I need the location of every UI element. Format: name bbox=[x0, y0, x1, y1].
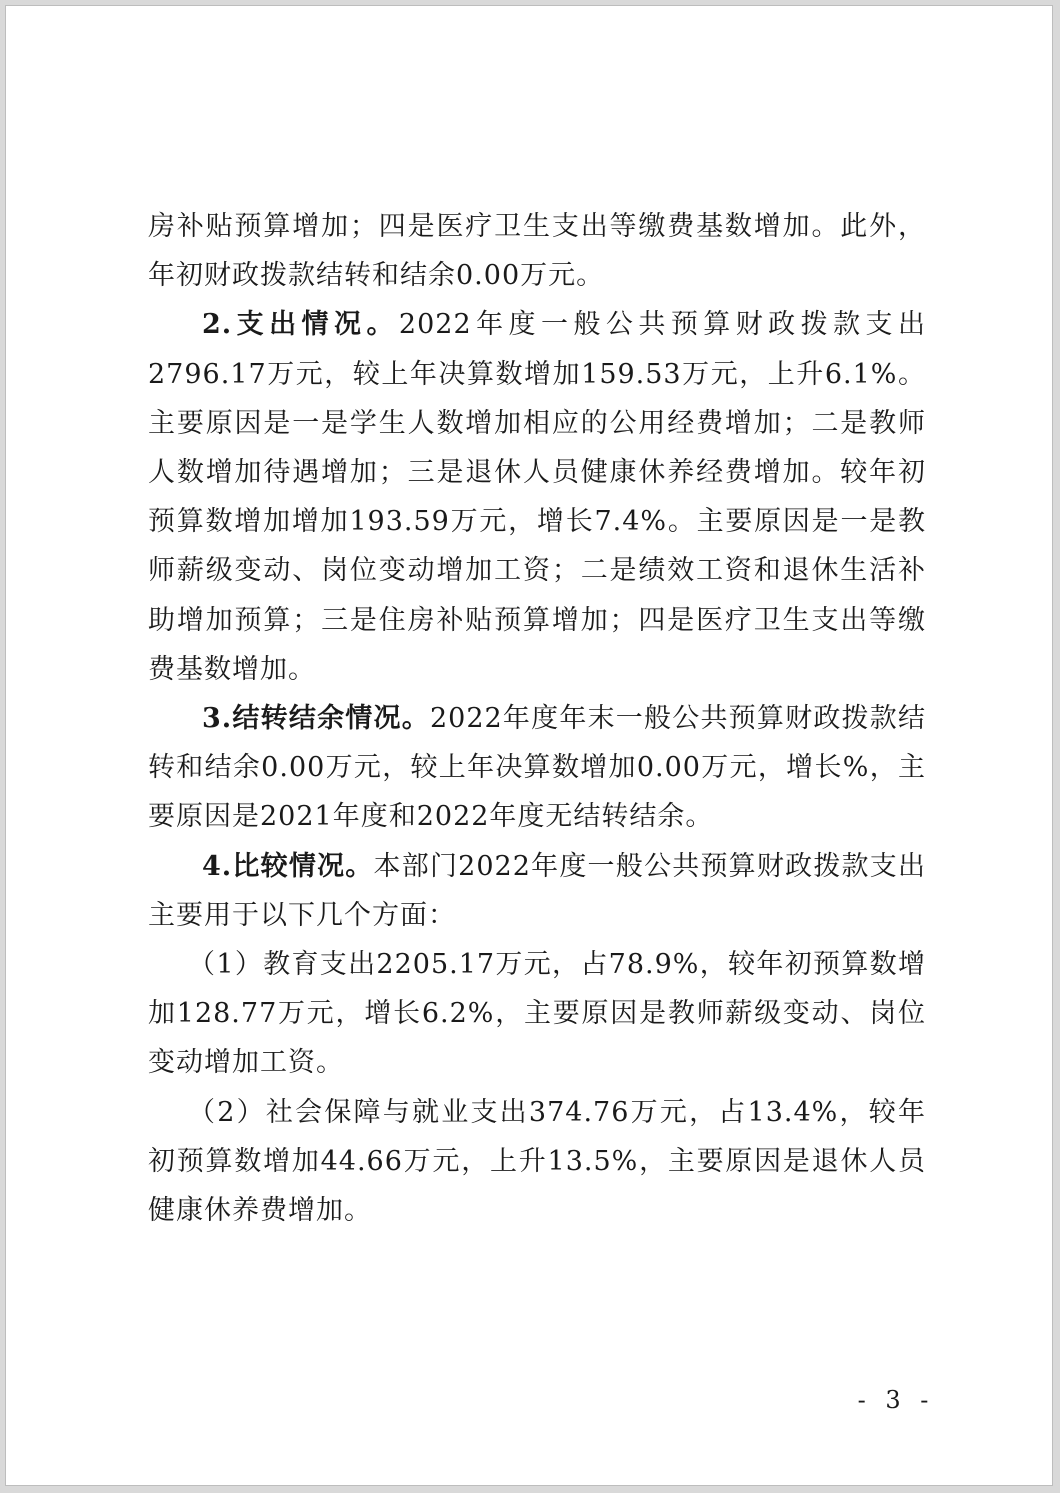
paragraph-expenditure bbox=[148, 300, 926, 694]
paragraph-carryover bbox=[148, 694, 926, 842]
paragraph-continuation bbox=[148, 202, 926, 300]
paragraph-text: 本部门2022年度一般公共预算财政拨款支出主要用于以下几个方面： bbox=[148, 850, 926, 931]
paragraph-heading: 3.结转结余情况。 bbox=[202, 703, 430, 735]
paragraph-item-education bbox=[148, 940, 926, 1088]
document-page bbox=[5, 5, 1053, 1486]
paragraph-heading: 4.比较情况。 bbox=[202, 850, 374, 882]
paragraph-text: （2）社会保障与就业支出374.76万元，占13.4%，较年初预算数增加44.66万元，上升13.5%，主要原因是退休人员健康休养费增加。 bbox=[148, 1096, 926, 1227]
page-number: - 3 - bbox=[857, 1386, 935, 1414]
paragraph-item-social-security bbox=[148, 1088, 926, 1236]
paragraph-text: 2022年度年末一般公共预算财政拨款结转和结余0.00万元，较上年决算数增加0.00万元，增长%，主要原因是2021年度和2022年度无结转结余。 bbox=[148, 703, 927, 833]
paragraph-comparison bbox=[148, 842, 926, 940]
paragraph-heading: 2.支出情况。 bbox=[202, 309, 399, 341]
body-text bbox=[148, 202, 926, 1235]
paragraph-text: 房补贴预算增加；四是医疗卫生支出等缴费基数增加。此外，年初财政拨款结转和结余0.00万元。 bbox=[148, 211, 926, 292]
paragraph-text: 2022年度一般公共预算财政拨款支出2796.17万元，较上年决算数增加159.53万元，上升6.1%。主要原因是一是学生人数增加相应的公用经费增加；二是教师人数增加待遇增加；三是退休人员健康休养经费增加。较年初预算数增加增加193.59万元，增长7.4%。主要原因是一是教师薪级变动、岗位变动增加工资；二是绩效工资和退休生活补助增加预算；三是住房补贴预算增加；四是医疗卫生支出等缴费基数增加。 bbox=[148, 309, 926, 685]
paragraph-text: （1）教育支出2205.17万元，占78.9%，较年初预算数增加128.77万元，增长6.2%，主要原因是教师薪级变动、岗位变动增加工资。 bbox=[148, 949, 926, 1079]
